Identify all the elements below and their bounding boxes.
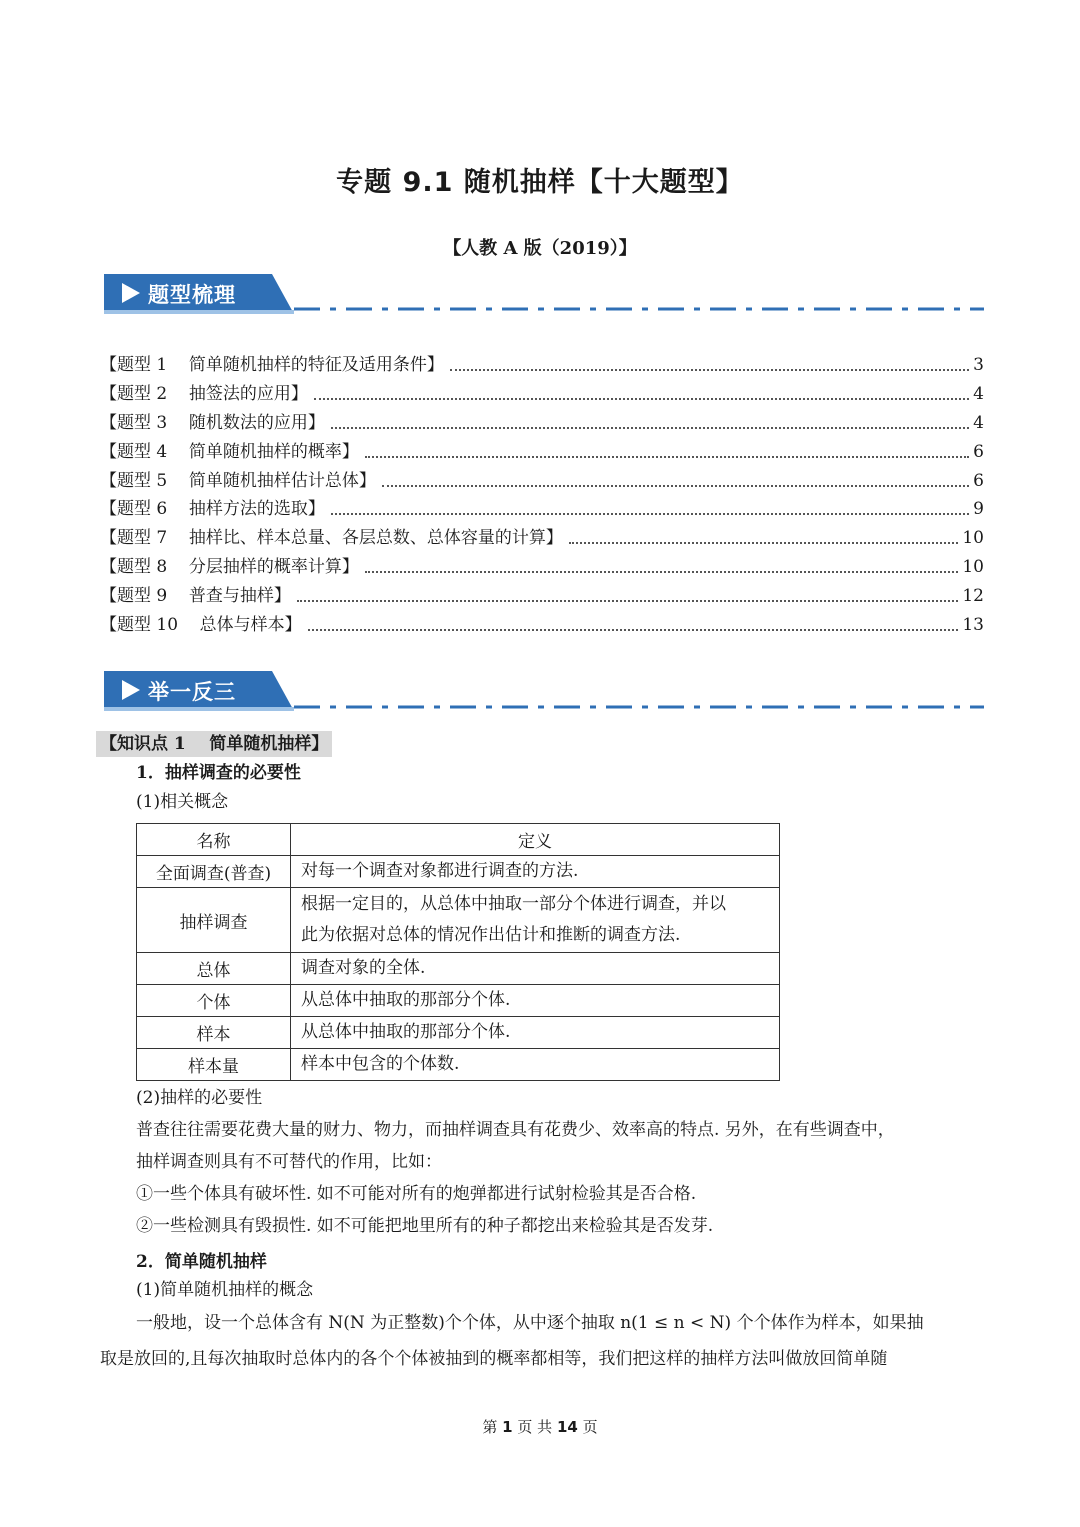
- toc-item[interactable]: 【题型 5 简单随机抽样估计总体】 6: [100, 471, 984, 491]
- page-title: 专题 9.1 随机抽样【十大题型】: [336, 167, 744, 198]
- play-arrow-icon: [122, 283, 140, 303]
- paragraph-line: 取是放回的,且每次抽取时总体内的各个个体被抽到的概率都相等，我们把这样的抽样方法叫做放回简单随: [100, 1349, 888, 1369]
- table-header: 名称: [137, 824, 291, 856]
- table-row: [137, 856, 780, 888]
- definitions-table: [136, 823, 780, 1081]
- term-cell: 个体: [137, 985, 291, 1017]
- table-row: [137, 1017, 780, 1049]
- example-item: ②一些检测具有毁损性. 如不可能把地里所有的种子都挖出来检验其是否发芽.: [136, 1216, 714, 1236]
- section-heading: 1．抽样调查的必要性: [136, 763, 301, 783]
- paragraph-line: 一般地，设一个总体含有 N(N 为正整数)个个体，从中逐个抽取 n(1 ≤ n < N) 个个体作为样本，如果抽: [136, 1313, 924, 1333]
- definition-cell: 对每一个调查对象都进行调查的方法.: [291, 856, 780, 888]
- term-cell: 样本: [137, 1017, 291, 1049]
- toc-section-banner: [104, 274, 294, 314]
- toc-item[interactable]: 【题型 3 随机数法的应用】 4: [100, 413, 984, 433]
- toc-banner-label: 题型梳理: [148, 283, 236, 307]
- toc-item[interactable]: 【题型 10 总体与样本】 13: [100, 615, 984, 635]
- table-row: [137, 1049, 780, 1081]
- page-footer: [0, 1416, 1080, 1437]
- definition-cell: [291, 888, 780, 953]
- table-header-row: [137, 824, 780, 856]
- toc-item[interactable]: 【题型 1 简单随机抽样的特征及适用条件】 3: [100, 355, 984, 375]
- term-cell: 抽样调查: [137, 888, 291, 953]
- definition-cell: 从总体中抽取的那部分个体.: [291, 985, 780, 1017]
- example-item: ①一些个体具有破坏性. 如不可能对所有的炮弹都进行试射检验其是否合格.: [136, 1184, 697, 1204]
- definition-cell: 调查对象的全体.: [291, 953, 780, 985]
- edition-subtitle: 【人教 A 版（2019）】: [443, 238, 637, 259]
- table-row: [137, 888, 780, 953]
- toc-item[interactable]: 【题型 4 简单随机抽样的概率】 6: [100, 442, 984, 462]
- practice-banner-label: 举一反三: [148, 680, 236, 704]
- practice-section-banner: [104, 671, 294, 711]
- subsection-label: (1)简单随机抽样的概念: [136, 1280, 314, 1300]
- play-arrow-icon: [122, 680, 140, 700]
- toc-item[interactable]: 【题型 9 普查与抽样】 12: [100, 586, 984, 606]
- table-header: 定义: [291, 824, 780, 856]
- subsection-label: (2)抽样的必要性: [136, 1088, 263, 1108]
- knowledge-point-heading: 【知识点 1 简单随机抽样】: [96, 731, 332, 757]
- term-cell: 样本量: [137, 1049, 291, 1081]
- definition-cell: 样本中包含的个体数.: [291, 1049, 780, 1081]
- term-cell: 全面调查(普查): [137, 856, 291, 888]
- toc-item[interactable]: 【题型 8 分层抽样的概率计算】 10: [100, 557, 984, 577]
- subsection-label: (1)相关概念: [136, 792, 229, 812]
- paragraph-line: 抽样调查则具有不可替代的作用，比如：: [136, 1152, 442, 1172]
- footer-text: 第: [482, 1418, 498, 1436]
- current-page-number: 1: [502, 1418, 513, 1436]
- footer-text: 页: [582, 1418, 598, 1436]
- paragraph-line: 普查往往需要花费大量的财力、物力，而抽样调查具有花费少、效率高的特点. 另外，在有些调查中，: [136, 1120, 895, 1140]
- dash-divider: [294, 705, 984, 709]
- footer-text: 页 共: [517, 1418, 553, 1436]
- definition-cell: 从总体中抽取的那部分个体.: [291, 1017, 780, 1049]
- dash-divider: [294, 307, 984, 311]
- section-heading: 2．简单随机抽样: [136, 1252, 267, 1272]
- term-cell: 总体: [137, 953, 291, 985]
- definition-line: 根据一定目的，从总体中抽取一部分个体进行调查，并以: [301, 894, 726, 914]
- table-row: [137, 953, 780, 985]
- total-pages: 14: [556, 1418, 578, 1436]
- table-row: [137, 985, 780, 1017]
- toc-item[interactable]: 【题型 6 抽样方法的选取】 9: [100, 499, 984, 519]
- toc-item[interactable]: 【题型 2 抽签法的应用】 4: [100, 384, 984, 404]
- toc-item[interactable]: 【题型 7 抽样比、样本总量、各层总数、总体容量的计算】 10: [100, 528, 984, 548]
- definition-line: 此为依据对总体的情况作出估计和推断的调查方法.: [301, 925, 681, 945]
